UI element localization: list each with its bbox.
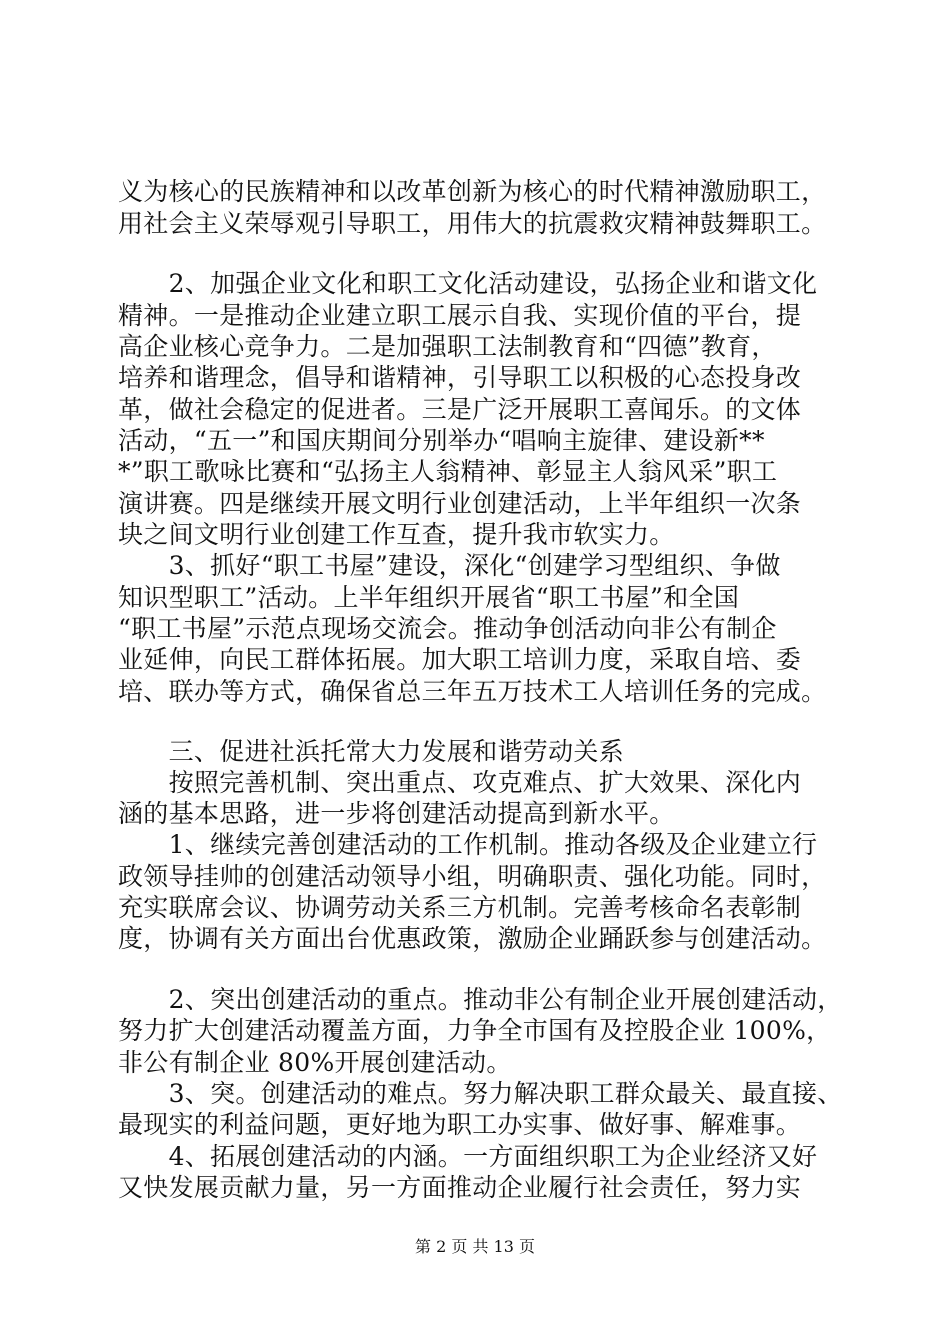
text-line: 活动，“五一”和国庆期间分别举办“唱响主旋律、建设新** [118, 426, 765, 455]
text-line: 3、突。创建活动的难点。努力解决职工群众最关、最直接、 [118, 1079, 843, 1108]
text-line: 义为核心的民族精神和以改革创新为核心的时代精神激励职工， [118, 177, 827, 206]
text-line: 充实联席会议、协调劳动关系三方机制。完善考核命名表彰制 [118, 893, 802, 922]
text-line: 精神。一是推动企业建立职工展示自我、实现价值的平台，提 [118, 301, 802, 330]
text-line: 用社会主义荣辱观引导职工，用伟大的抗震救灾精神鼓舞职工。 [118, 209, 827, 238]
text-line: 高企业核心竞争力。二是加强职工法制教育和“四德”教育， [118, 332, 777, 361]
text-line: 2、加强企业文化和职工文化活动建设，弘扬企业和谐文化 [118, 269, 818, 298]
text-line: 非公有制企业 80%开展创建活动。 [118, 1048, 512, 1077]
text-line: 4、拓展创建活动的内涵。一方面组织职工为企业经济又好 [118, 1142, 818, 1171]
text-line: 3、抓好“职工书屋”建设，深化“创建学习型组织、争做 [118, 551, 781, 580]
text-line: *”职工歌咏比赛和“弘扬主人翁精神、彰显主人翁风采”职工 [118, 457, 778, 486]
text-line: 演讲赛。四是继续开展文明行业创建活动，上半年组织一次条 [118, 489, 802, 518]
text-line: 培、联办等方式，确保省总三年五万技术工人培训任务的完成。 [118, 677, 827, 706]
section-heading: 三、促进社浜托常大力发展和谐劳动关系 [118, 737, 625, 766]
text-line: 最现实的利益问题，更好地为职工办实事、做好事、解难事。 [118, 1110, 802, 1139]
text-line: 块之间文明行业创建工作互查，提升我市软实力。 [118, 520, 675, 549]
page-footer: 第 2 页 共 13 页 [415, 1237, 535, 1256]
text-line: 2、突出创建活动的重点。推动非公有制企业开展创建活动， [118, 985, 843, 1014]
text-line: 涵的基本思路，进一步将创建活动提高到新水平。 [118, 799, 675, 828]
text-line: 革，做社会稳定的促进者。三是广泛开展职工喜闻乐。的文体 [118, 395, 802, 424]
text-line: 度，协调有关方面出台优惠政策，激励企业踊跃参与创建活动。 [118, 924, 827, 953]
text-line: 业延伸，向民工群体拓展。加大职工培训力度，采取自培、委 [118, 645, 802, 674]
text-line: 又快发展贡献力量，另一方面推动企业履行社会责任，努力实 [118, 1173, 802, 1202]
text-line: 知识型职工”活动。上半年组织开展省“职工书屋”和全国 [118, 583, 740, 612]
text-line: 政领导挂帅的创建活动领导小组，明确职责、强化功能。同时， [118, 862, 827, 891]
text-line: 培养和谐理念，倡导和谐精神，引导职工以积极的心态投身改 [118, 363, 802, 392]
text-line: 1、继续完善创建活动的工作机制。推动各级及企业建立行 [118, 830, 818, 859]
text-line: “职工书屋”示范点现场交流会。推动争创活动向非公有制企 [118, 614, 777, 643]
text-line: 努力扩大创建活动覆盖方面，力争全市国有及控股企业 100%， [118, 1016, 832, 1045]
text-line: 按照完善机制、突出重点、攻克难点、扩大效果、深化内 [118, 768, 802, 797]
